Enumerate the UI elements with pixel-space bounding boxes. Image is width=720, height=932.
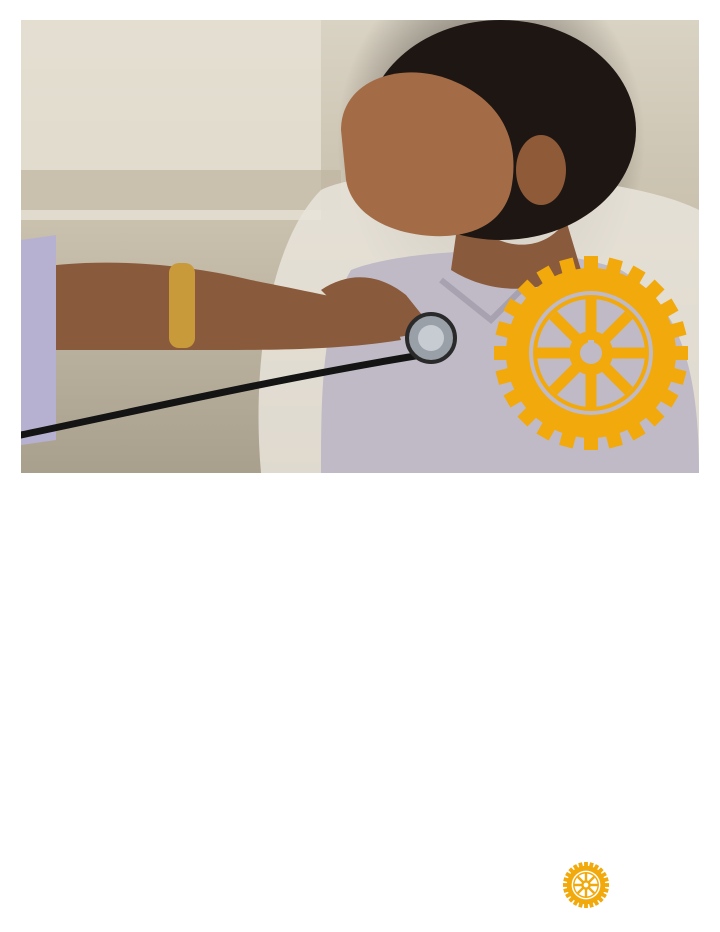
rotary-logo (556, 860, 610, 910)
body-column-left (28, 490, 358, 507)
hero-photo (21, 20, 699, 473)
body-column-right (366, 490, 696, 507)
hero-illustration (21, 20, 699, 473)
rotary-wheel-icon (562, 861, 610, 909)
rotary-wheel-icon (494, 256, 688, 450)
